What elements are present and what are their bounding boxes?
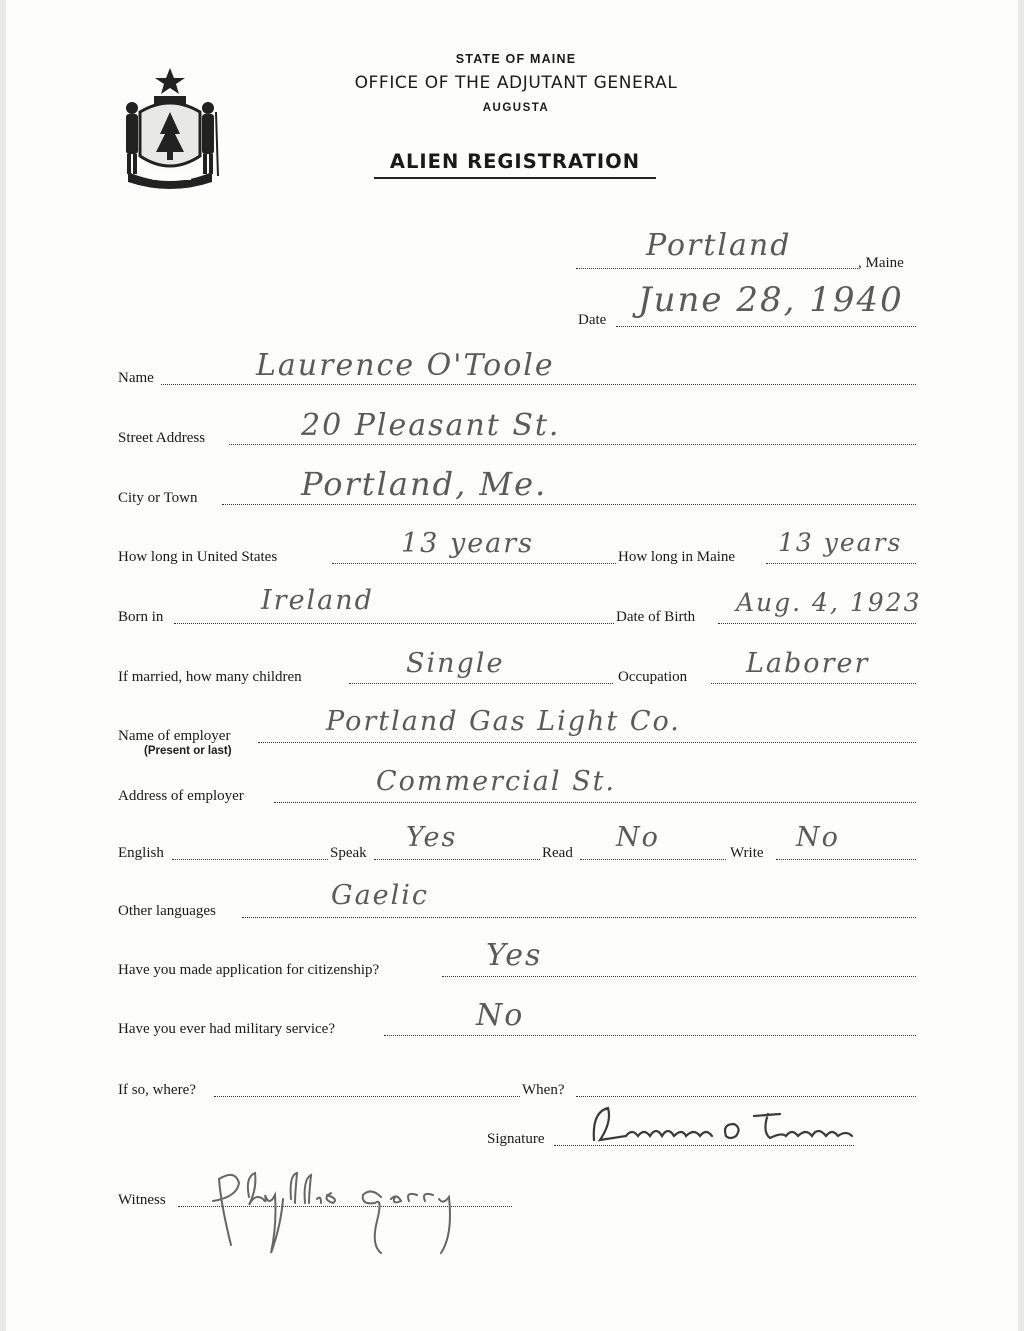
speak-value: Yes — [406, 822, 458, 853]
children-label: If married, how many children — [118, 669, 302, 685]
form-title: ALIEN REGISTRATION — [374, 150, 656, 179]
read-field[interactable] — [580, 859, 726, 860]
when-label: When? — [522, 1082, 565, 1098]
name-field[interactable] — [161, 384, 916, 385]
children-field[interactable] — [349, 683, 613, 684]
write-label: Write — [730, 845, 764, 861]
employer-sublabel: (Present or last) — [144, 745, 232, 757]
employer-value: Portland Gas Light Co. — [326, 706, 681, 737]
name-label: Name — [118, 370, 154, 386]
city-value: Portland, Me. — [301, 465, 548, 503]
military-field[interactable] — [384, 1035, 916, 1036]
employer-address-label: Address of employer — [118, 788, 244, 804]
maine-years-label: How long in Maine — [618, 549, 736, 565]
where-label: If so, where? — [118, 1082, 196, 1098]
when-field[interactable] — [576, 1096, 916, 1097]
occupation-value: Laborer — [746, 648, 870, 679]
signature-label: Signature — [487, 1131, 545, 1147]
read-label: Read — [542, 845, 573, 861]
write-value: No — [796, 822, 840, 853]
place-value: Portland — [646, 228, 792, 263]
name-value: Laurence O'Toole — [256, 348, 555, 383]
city-label: City or Town — [118, 490, 198, 506]
military-value: No — [476, 998, 525, 1033]
occupation-field[interactable] — [711, 683, 916, 684]
witness-label: Witness — [118, 1192, 166, 1208]
us-years-label: How long in United States — [118, 549, 278, 565]
place-field[interactable] — [576, 268, 858, 269]
state-heading: STATE OF MAINE — [455, 52, 577, 66]
street-address-field[interactable] — [229, 444, 916, 445]
english-field — [172, 859, 328, 860]
other-languages-label: Other languages — [118, 903, 216, 919]
maine-years-field[interactable] — [766, 563, 916, 564]
place-suffix-label: , Maine — [858, 255, 904, 271]
witness-signature — [191, 1165, 521, 1255]
born-in-value: Ireland — [261, 585, 374, 616]
born-in-label: Born in — [118, 609, 164, 625]
date-value: June 28, 1940 — [638, 280, 904, 320]
office-heading: OFFICE OF THE ADJUTANT GENERAL — [354, 73, 678, 93]
citizenship-field[interactable] — [442, 976, 916, 977]
write-field[interactable] — [776, 859, 916, 860]
us-years-field[interactable] — [332, 563, 616, 564]
occupation-label: Occupation — [618, 669, 688, 685]
applicant-signature — [586, 1102, 886, 1150]
city-field[interactable] — [222, 504, 916, 505]
employer-address-value: Commercial St. — [376, 766, 617, 797]
other-languages-field[interactable] — [242, 917, 916, 918]
citizenship-value: Yes — [486, 938, 543, 973]
employer-address-field[interactable] — [274, 802, 916, 803]
seal-banner-text: MAINE — [152, 171, 193, 183]
street-address-value: 20 Pleasant St. — [301, 408, 561, 443]
english-label: English — [118, 845, 164, 861]
other-languages-value: Gaelic — [331, 880, 430, 911]
date-field[interactable] — [616, 326, 916, 327]
date-of-birth-field[interactable] — [718, 623, 916, 624]
street-address-label: Street Address — [118, 430, 206, 446]
city-heading: AUGUSTA — [482, 102, 550, 114]
where-field[interactable] — [214, 1096, 520, 1097]
maine-years-value: 13 years — [778, 528, 903, 557]
children-value: Single — [406, 648, 505, 679]
speak-field[interactable] — [374, 859, 540, 860]
employer-label: Name of employer — [118, 728, 231, 744]
employer-field[interactable] — [258, 742, 916, 743]
us-years-value: 13 years — [401, 528, 535, 559]
read-value: No — [616, 822, 660, 853]
speak-label: Speak — [330, 845, 367, 861]
date-label: Date — [578, 312, 607, 328]
date-of-birth-value: Aug. 4, 1923 — [736, 588, 922, 617]
citizenship-label: Have you made application for citizenship? — [118, 962, 380, 978]
date-of-birth-label: Date of Birth — [616, 609, 696, 625]
born-in-field[interactable] — [174, 623, 614, 624]
military-label: Have you ever had military service? — [118, 1021, 335, 1037]
